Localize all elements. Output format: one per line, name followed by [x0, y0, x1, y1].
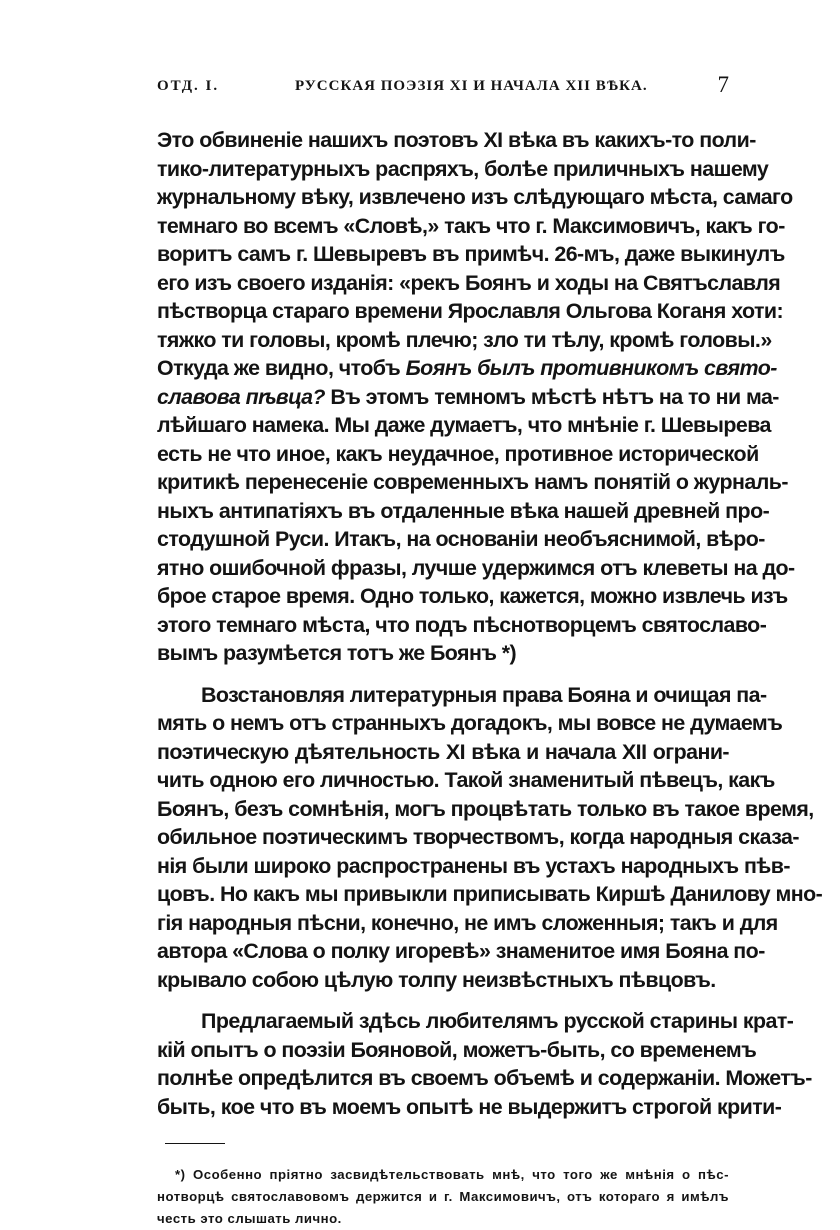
text-line: тико-литературныхъ распряхъ, болѣе приличныхъ нашему	[157, 156, 769, 181]
text-line: быть, кое что въ моемъ опытѣ не выдержитъ строгой крити-	[157, 1094, 782, 1119]
text-line: нія были широко распространены въ устахъ народныхъ пѣв-	[157, 853, 790, 878]
text-line: гія народныя пѣсни, конечно, не имъ сложенныя; такъ и для	[157, 910, 778, 935]
paragraph-1	[157, 126, 795, 668]
text-line: критикѣ перенесеніе современныхъ намъ понятій о журналь-	[157, 470, 788, 494]
text-line: лѣйшаго намека. Мы даже думаетъ, что мнѣніе г. Шевырева	[157, 413, 771, 437]
paragraph-2	[157, 681, 823, 995]
text-line: тяжко ти головы, кромѣ плечю; зло ти тѣлу, кромѣ головы.»	[157, 327, 772, 352]
text-line: полнѣе опредѣлится въ своемъ объемѣ и содержаніи. Можетъ-	[157, 1066, 812, 1090]
text-line: темнаго во всемъ «Словѣ,» такъ что г. Максимовичъ, какъ го-	[157, 213, 785, 238]
text-line: кій опытъ о поэзіи Бояновой, можетъ-быть, со временемъ	[157, 1037, 757, 1062]
text-line-mixed	[157, 354, 777, 383]
text-line: Предлагаемый здѣсь любителямъ русской старины крат-	[201, 1009, 794, 1033]
running-header	[157, 72, 729, 112]
text-line: брое старое время. Одно только, кажется, можно извлечь изъ	[157, 584, 788, 608]
text-line: Это обвиненіе нашихъ поэтовъ XI вѣка въ какихъ-то поли-	[157, 128, 756, 152]
text-line: мять о немъ отъ странныхъ догадокъ, мы вовсе не думаемъ	[157, 711, 783, 735]
text-line: цовъ. Но какъ мы привыкли приписывать Киршѣ Данилову мно-	[157, 882, 823, 906]
text-line: Возстановляя литературныя права Бояна и очищая па-	[201, 682, 767, 707]
main-text	[157, 126, 823, 1121]
text-line: автора «Слова о полку игоревѣ» знаменитое имя Бояна по-	[157, 939, 765, 963]
text-line: пѣстворца стараго времени Ярославля Ольгова Коганя хоти:	[157, 299, 784, 323]
text-line: поэтическую дѣятельность XI вѣка и начала XII ограни-	[157, 739, 729, 764]
page-number: 7	[717, 72, 729, 97]
italic-text: Боянъ былъ противникомъ свято-	[405, 356, 777, 380]
text-line: обильное поэтическимъ творчествомъ, когда народныя сказа-	[157, 825, 799, 849]
text-line: журнальному вѣку, извлечено изъ слѣдующаго мѣста, самаго	[157, 185, 793, 209]
paragraph-3	[157, 1007, 812, 1121]
text-line-mixed	[157, 383, 779, 412]
text-line: крывало собою цѣлую толпу неизвѣстныхъ пѣвцовъ.	[157, 967, 716, 992]
footnote	[157, 1164, 729, 1230]
book-page	[157, 72, 823, 1230]
footnote-line: честь это слышать лично.	[157, 1211, 342, 1226]
text-line: есть не что иное, какъ неудачное, противное исторической	[157, 441, 759, 466]
text-line: ятно ошибочной фразы, лучше удержимся отъ клеветы на до-	[157, 555, 795, 580]
text-line: ныхъ антипатіяхъ въ отдаленные вѣка нашей древней про-	[157, 498, 770, 523]
text-line: стодушной Руси. Итакъ, на основаніи необъяснимой, вѣро-	[157, 527, 765, 551]
running-title: РУССКАЯ ПОЭЗІЯ XI И НАЧАЛА XII ВѢКА.	[295, 78, 648, 94]
footnote-line: *) Особенно пріятно засвидѣтельствовать мнѣ, что того же мнѣнія о пѣс-	[175, 1167, 729, 1182]
text-line: его изъ своего изданія: «рекъ Боянъ и ходы на Святъславля	[157, 270, 781, 295]
text-line: чить одною его личностью. Такой знаменитый пѣвецъ, какъ	[157, 768, 775, 792]
text-line: вымъ разумѣется тотъ же Боянъ *)	[157, 641, 517, 665]
text-segment: Откуда же видно, чтобъ	[157, 356, 406, 380]
footnote-line: нотворцѣ святославовомъ держится и г. Максимовичъ, отъ котораго я имѣлъ	[157, 1189, 729, 1204]
text-segment: Въ этомъ темномъ мѣстѣ нѣтъ на то ни ма-	[324, 384, 779, 409]
italic-text: славова пѣвца?	[157, 384, 325, 409]
text-line: воритъ самъ г. Шевыревъ въ примѣч. 26-мъ, даже выкинулъ	[157, 242, 785, 266]
text-line: этого темнаго мѣста, что подъ пѣснотворцемъ святославо-	[157, 612, 767, 637]
section-label: ОТД. I.	[157, 78, 220, 94]
footnote-divider	[165, 1143, 225, 1144]
text-line: Боянъ, безъ сомнѣнія, могъ процвѣтать только въ такое время,	[157, 796, 814, 821]
